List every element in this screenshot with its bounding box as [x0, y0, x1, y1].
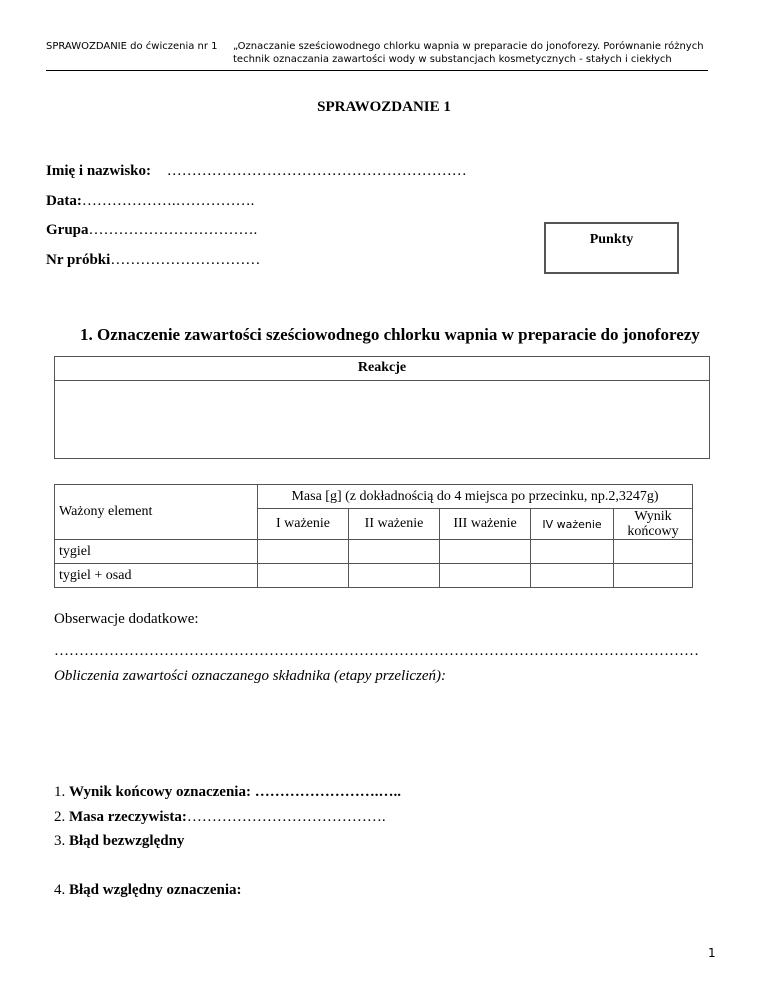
- col-header-1: I ważenie: [258, 509, 349, 540]
- name-label: Imię i nazwisko:: [46, 163, 151, 179]
- result-number: 3.: [54, 833, 66, 849]
- result-label: Błąd bezwzględny: [69, 833, 185, 849]
- header-divider: [46, 70, 708, 71]
- mass-input-cell[interactable]: [614, 564, 693, 588]
- result-number: 1.: [54, 784, 66, 800]
- group-field: [46, 222, 257, 239]
- header-left-text: SPRAWOZDANIE do ćwiczenia nr 1: [46, 41, 218, 52]
- mass-input-cell[interactable]: [258, 564, 349, 588]
- result-dots: ………………………………….: [186, 809, 386, 825]
- row-label: tygiel + osad: [55, 564, 258, 588]
- section-1-title: 1. Oznaczenie zawartości sześciowodnego chlorku wapnia w preparacie do jonoforezy: [80, 325, 700, 344]
- row-label: tygiel: [55, 540, 258, 564]
- header-right-text: „Oznaczanie sześciowodnego chlorku wapnia w preparacie do jonoforezy. Porównanie różnych technik oznaczania zawartości wody w substancjach kosmetycznych - stałych i ciekłych: [233, 41, 704, 65]
- result-label: Masa rzeczywista:: [69, 809, 187, 825]
- result-item-true-mass: [54, 809, 386, 826]
- mass-input-cell[interactable]: [258, 540, 349, 564]
- result-item-final: [54, 784, 401, 801]
- mass-header: Masa [g] (z dokładnością do 4 miejsca po przecinku, np.2,3247g): [291, 488, 659, 504]
- date-field: [46, 193, 254, 210]
- table-row: [55, 564, 693, 588]
- sample-number-field: [46, 252, 260, 269]
- date-dots: ……………….…………….: [81, 193, 255, 209]
- mass-input-cell[interactable]: [349, 564, 440, 588]
- reactions-header: Reakcje: [55, 357, 709, 381]
- page-number: 1: [708, 946, 716, 960]
- result-dots: …………………….…..: [254, 784, 401, 800]
- mass-table-header-row: [55, 485, 693, 509]
- report-title: SPRAWOZDANIE 1: [317, 99, 451, 115]
- mass-input-cell[interactable]: [614, 540, 693, 564]
- mass-header-cell: [258, 485, 693, 509]
- result-item-absolute-error: [54, 833, 184, 850]
- col-header-4: IV ważenie: [531, 509, 614, 540]
- col-header-3: III ważenie: [440, 509, 531, 540]
- mass-table: [54, 484, 693, 588]
- group-dots: …………………………….: [88, 222, 258, 238]
- points-box: [544, 222, 679, 274]
- element-header: Ważony element: [59, 504, 153, 519]
- col-header-5: Wynik końcowy: [614, 509, 693, 540]
- observations-label: Obserwacje dodatkowe:: [54, 611, 199, 627]
- group-label: Grupa: [46, 222, 89, 238]
- result-item-relative-error: [54, 882, 242, 899]
- name-dots: ……………………………………………………: [166, 163, 467, 179]
- col-header-2: II ważenie: [349, 509, 440, 540]
- mass-input-cell[interactable]: [440, 540, 531, 564]
- result-number: 4.: [54, 882, 66, 898]
- sample-label: Nr próbki: [46, 252, 111, 268]
- result-label: Wynik końcowy oznaczenia:: [69, 784, 251, 800]
- mass-input-cell[interactable]: [349, 540, 440, 564]
- result-label: Błąd względny oznaczenia:: [69, 882, 242, 898]
- table-row: [55, 540, 693, 564]
- date-label: Data:: [46, 193, 82, 209]
- calculations-label: Obliczenia zawartości oznaczanego składnika (etapy przeliczeń):: [54, 668, 447, 684]
- sample-dots: …………………………: [110, 252, 261, 268]
- mass-input-cell[interactable]: [531, 564, 614, 588]
- points-label: Punkty: [589, 232, 634, 247]
- reactions-box: [54, 356, 710, 459]
- element-header-cell: [55, 485, 258, 540]
- mass-input-cell[interactable]: [531, 540, 614, 564]
- name-field: [46, 163, 467, 180]
- mass-input-cell[interactable]: [440, 564, 531, 588]
- observations-dots: …………………………………………………………………………………………………………………: [54, 643, 699, 659]
- result-number: 2.: [54, 809, 66, 825]
